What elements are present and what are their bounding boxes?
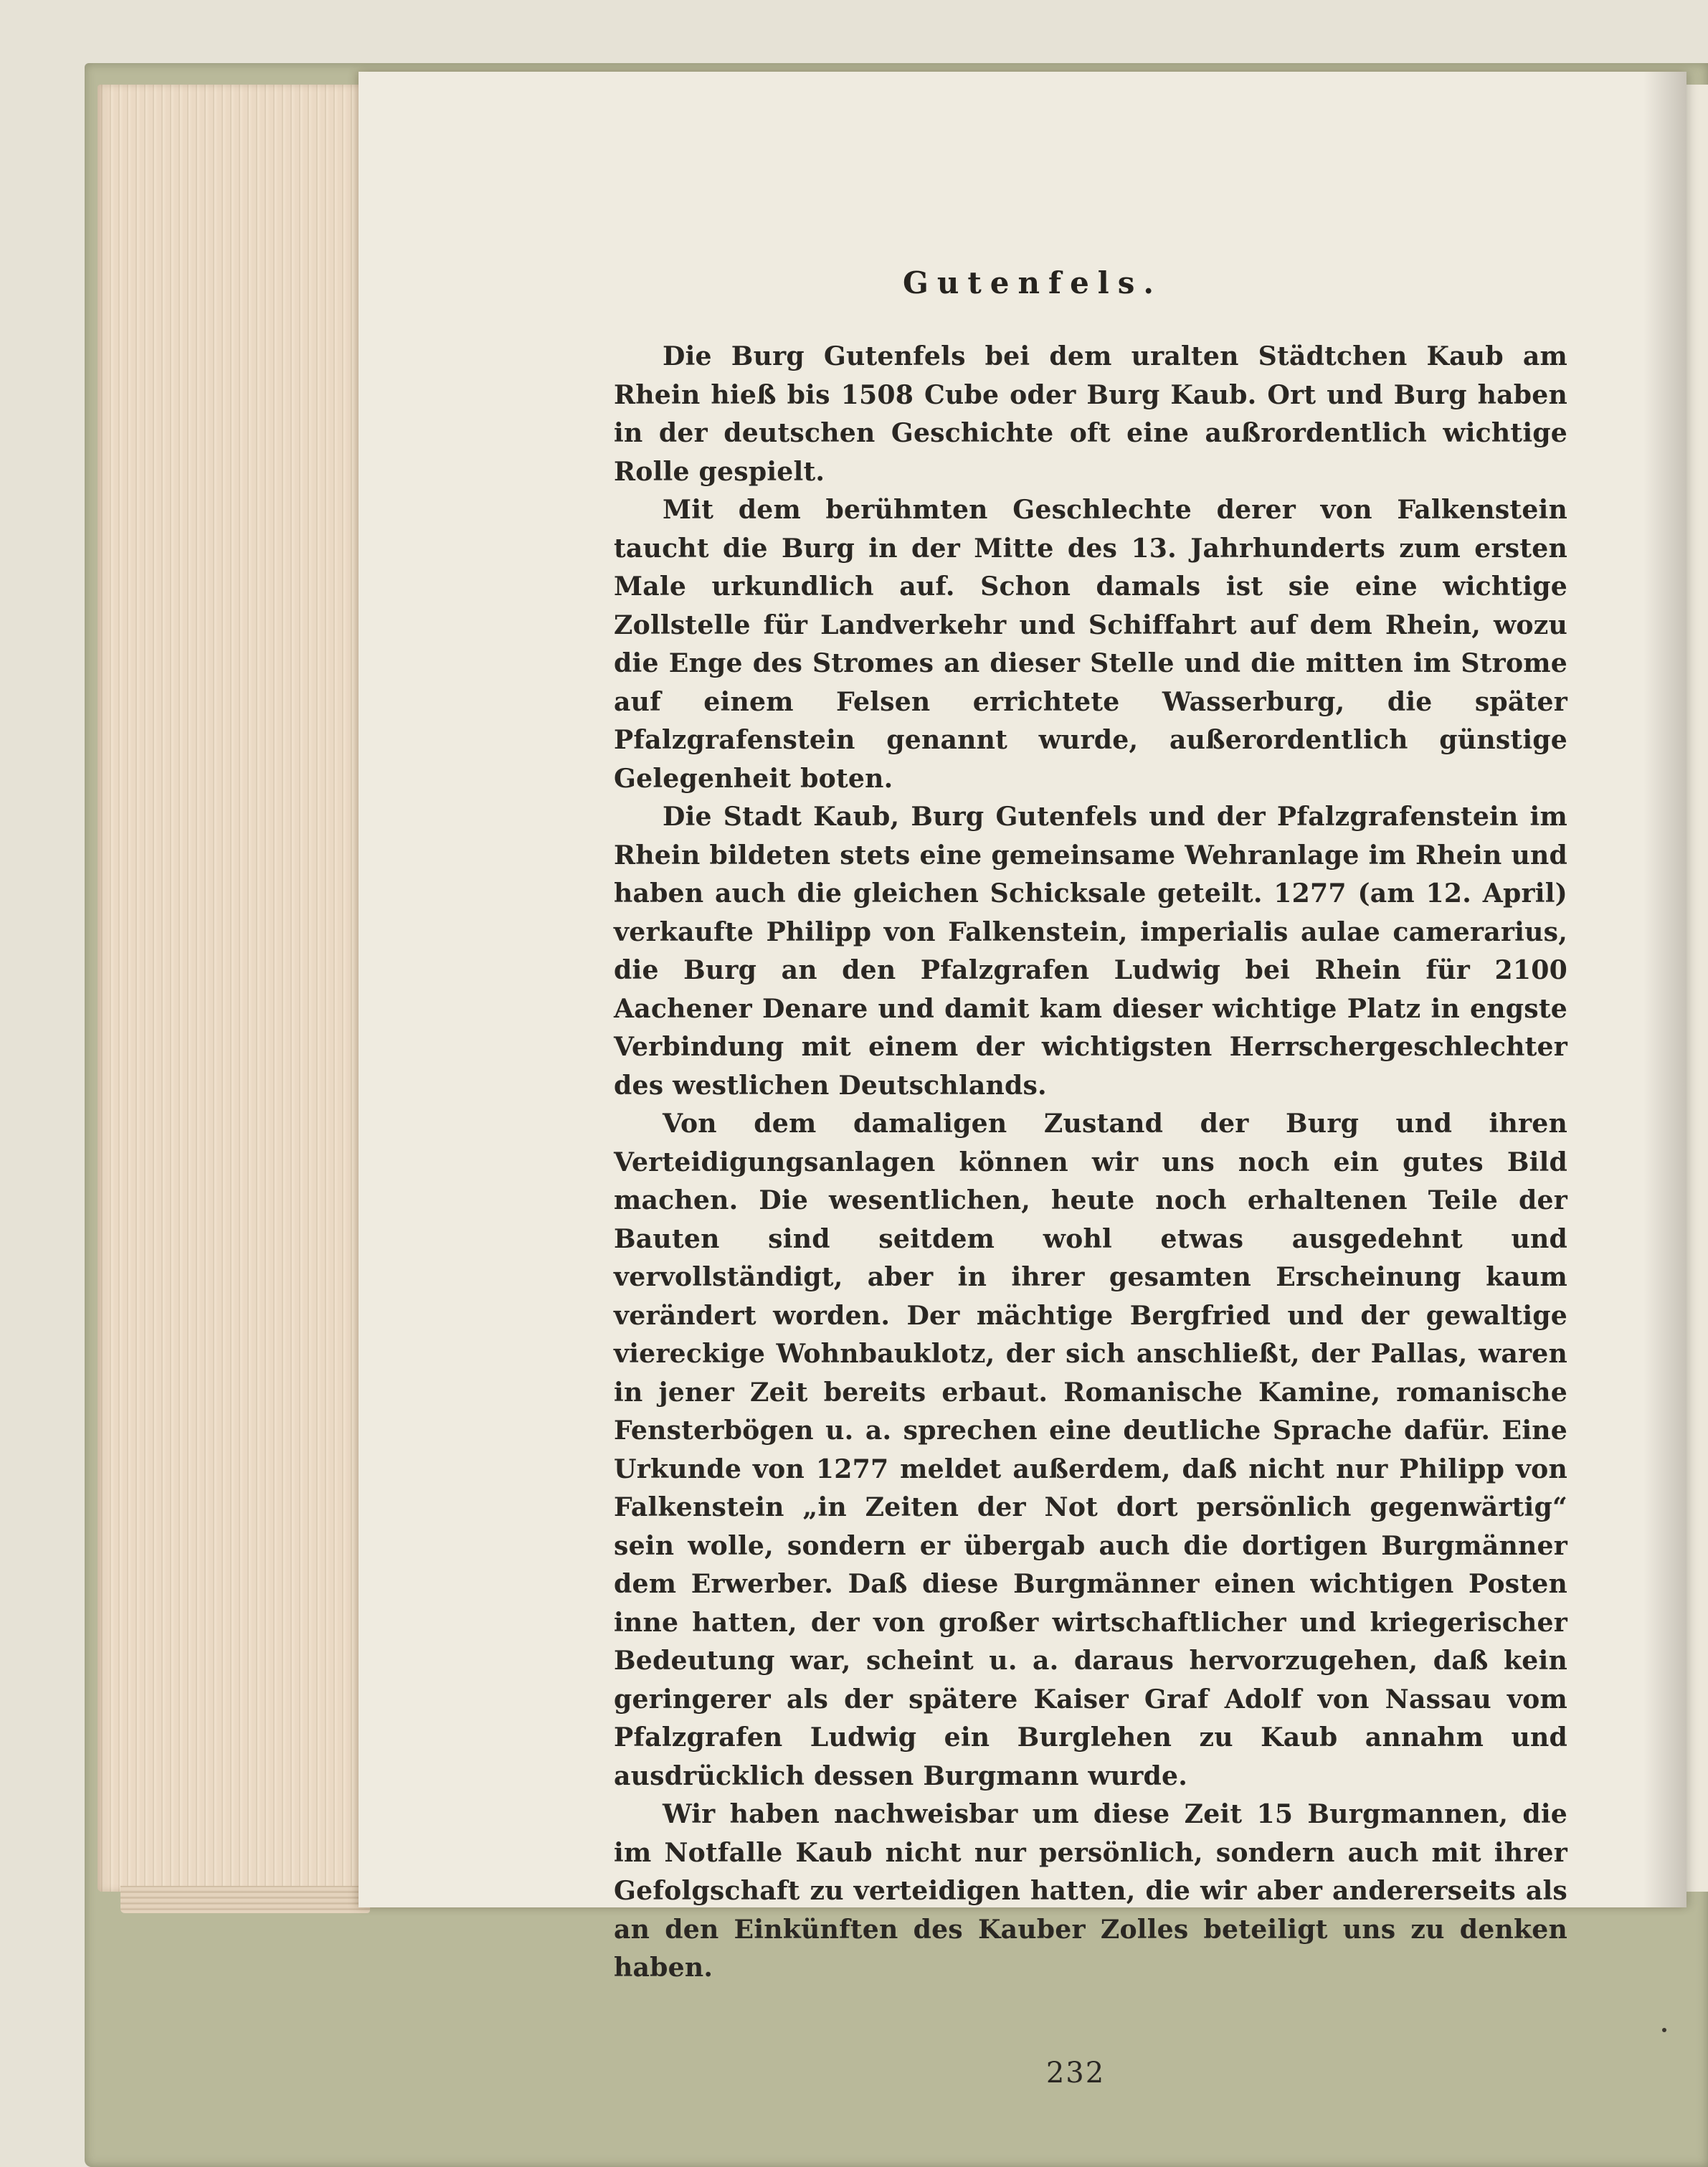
ink-speck	[1662, 2028, 1666, 2032]
page-edges-left	[98, 85, 370, 1892]
page-gutter-shadow	[1643, 72, 1686, 1907]
page-edges-bottom	[120, 1886, 370, 1913]
paragraph: Von dem damaligen Zustand der Burg und ihren Verteidigungsanlagen können wir uns noch ein gutes Bild machen. Die wesentlichen, heute noch erhaltenen Teile der Bauten sind seitdem wohl etwas ausgedehnt und vervollständigt, aber in ihrer gesamten Erscheinung kaum verändert worden. Der mächtige Bergfried und der gewaltige viereckige Wohnbauklotz, der sich anschließt, der Pallas, waren in jener Zeit bereits erbaut. Romanische Kamine, romanische Fensterbögen u. a. sprechen eine deutliche Sprache dafür. Eine Urkunde von 1277 meldet außerdem, daß nicht nur Philipp von Falkenstein „in Zeiten der Not dort persönlich gegenwärtig“ sein wolle, sondern er übergab auch die dortigen Burgmänner dem Erwerber. Daß diese Burgmänner einen wichtigen Posten inne hatten, der von großer wirtschaftlicher und kriegerischer Bedeutung war, scheint u. a. daraus hervorzugehen, daß kein geringerer als der spätere Kaiser Graf Adolf von Nassau vom Pfalzgrafen Ludwig ein Burglehen zu Kaub annahm und ausdrücklich dessen Burgmann wurde.	[614, 1108, 1567, 1791]
paragraph: Wir haben nachweisbar um diese Zeit 15 Burgmannen, die im Notfalle Kaub nicht nur persönlich, sondern auch mit ihrer Gefolgschaft zu verteidigen hatten, die wir aber andererseits als an den Einkünften des Kauber Zolles beteiligt uns zu denken haben.	[614, 1798, 1567, 1983]
paragraph: Die Stadt Kaub, Burg Gutenfels und der Pfalzgrafenstein im Rhein bildeten stets eine gemeinsame Wehranlage im Rhein und haben auch die gleichen Schicksale geteilt. 1277 (am 12. April) verkaufte Philipp von Falkenstein, imperialis aulae camerarius, die Burg an den Pfalzgrafen Ludwig bei Rhein für 2100 Aachener Denare und damit kam dieser wichtige Platz in engste Verbindung mit einem der wichtigsten Herrschergeschlechter des westlichen Deutschlands.	[614, 801, 1567, 1101]
paragraph: Mit dem berühmten Geschlechte derer von Falkenstein taucht die Burg in der Mitte des 13. Jahrhunderts zum ersten Male urkundlich auf. Schon damals ist sie eine wichtige Zollstelle für Landverkehr und Schiffahrt auf dem Rhein, wozu die Enge des Stromes an dieser Stelle und die mitten im Strome auf einem Felsen errichtete Wasserburg, die später Pfalzgrafenstein genannt wurde, außerordentlich günstige Gelegenheit boten.	[614, 494, 1567, 794]
paragraph: Die Burg Gutenfels bei dem uralten Städtchen Kaub am Rhein hieß bis 1508 Cube oder Burg Kaub. Ort und Burg haben in der deutschen Geschichte oft eine außrordentlich wichtige Rolle gespielt.	[614, 341, 1567, 487]
body-text	[614, 337, 1567, 1987]
chapter-heading: Gutenfels.	[902, 265, 1163, 300]
page-number: 232	[1045, 2057, 1106, 2090]
